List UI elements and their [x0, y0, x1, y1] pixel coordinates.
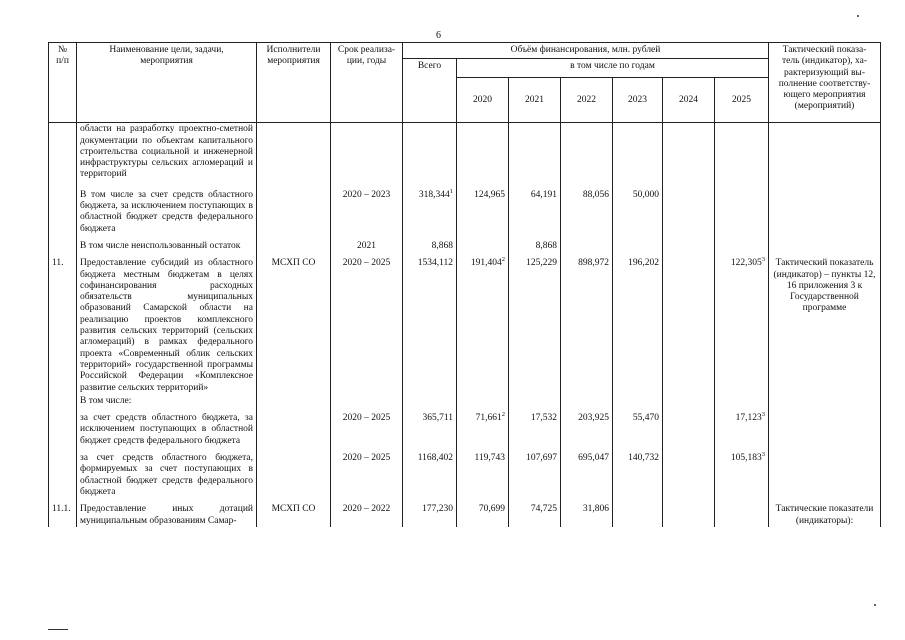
row-2021 — [509, 498, 561, 527]
row-2024 — [663, 394, 715, 407]
row-2023 — [613, 407, 663, 447]
row-total-text: 318,344 — [418, 189, 450, 200]
row-name-text: Предоставление субсидий из областного бюджета местным бюджетам в целях софинансирования расходных обязательств муниципальных образований Самарской области на реализацию проектов комплексного развития сельских территорий (сельских агломераций) в рамках федерального проекта «Современный облик сельских территорий» государственной программы Российской Федерации «Комплексное развитие сельских территорий» — [80, 258, 253, 393]
row-2023 — [613, 123, 663, 181]
row-period-text: 2020 – 2025 — [342, 258, 391, 269]
row-name — [77, 498, 257, 527]
row-2020 — [457, 407, 509, 447]
table-row — [49, 123, 881, 181]
row-2024 — [663, 447, 715, 498]
row-2023 — [613, 498, 663, 527]
row-total-text: 365,711 — [422, 413, 453, 424]
table-header — [49, 43, 881, 123]
row-2021-text: 107,697 — [526, 453, 557, 464]
row-num-text: 11.1. — [52, 504, 71, 515]
row-name — [77, 447, 257, 498]
row-2022 — [561, 252, 613, 394]
row-executor — [257, 123, 331, 181]
row-2023-text: 55,470 — [632, 413, 659, 424]
row-total — [403, 235, 457, 252]
row-2020 — [457, 447, 509, 498]
row-2021 — [509, 235, 561, 252]
row-name — [77, 235, 257, 252]
header-indicator: Тактический показа- тель (индикатор), ха- рактеризующий вы- полнение соответству- ющего мероприятия (мероприятий) — [769, 43, 881, 123]
row-2025 — [715, 394, 769, 407]
header-year-2025: 2025 — [715, 78, 769, 123]
row-2020-text: 119,743 — [474, 453, 505, 464]
row-period — [331, 235, 403, 252]
row-2022 — [561, 394, 613, 407]
row-executor — [257, 252, 331, 394]
row-num — [49, 252, 77, 394]
row-2023-text: 50,000 — [632, 189, 659, 200]
row-2020-footnote-mark: 2 — [501, 410, 505, 418]
row-2022 — [561, 123, 613, 181]
table-row — [49, 252, 881, 394]
table-row — [49, 498, 881, 527]
row-2020 — [457, 181, 509, 235]
row-num — [49, 498, 77, 527]
row-name-text: за счет средств областного бюджета, за исключением поступающих в областной бюджет средств федерального бюджета — [80, 413, 253, 446]
row-2020 — [457, 123, 509, 181]
row-executor — [257, 407, 331, 447]
row-2020-text: 191,404 — [470, 258, 502, 269]
row-2025-footnote-mark: 3 — [761, 410, 766, 418]
row-2024 — [663, 252, 715, 394]
row-2023 — [613, 447, 663, 498]
row-2022 — [561, 181, 613, 235]
row-total-text: 177,230 — [422, 504, 453, 515]
row-2022 — [561, 498, 613, 527]
row-2020-text: 124,965 — [474, 189, 505, 200]
row-indicator — [769, 498, 881, 527]
row-2025-text: 105,183 — [730, 453, 762, 464]
header-year-2021: 2021 — [509, 78, 561, 123]
row-2020 — [457, 394, 509, 407]
row-2020-text: 71,661 — [475, 413, 502, 424]
row-2021-text: 8,868 — [535, 240, 557, 251]
row-2021-text: 17,532 — [530, 413, 557, 424]
row-name-text: Предоставление иных дотаций муниципальным образованиям Самар- — [80, 504, 253, 526]
row-total-text: 8,868 — [431, 240, 453, 251]
row-indicator — [769, 394, 881, 407]
row-2022-text: 88,056 — [582, 189, 609, 200]
row-2025-footnote-mark: 3 — [761, 256, 766, 264]
row-indicator — [769, 123, 881, 181]
header-executors: Исполнители мероприятия — [257, 43, 331, 123]
header-total: Всего — [403, 59, 457, 123]
table-row — [49, 235, 881, 252]
table-row — [49, 407, 881, 447]
row-2025 — [715, 123, 769, 181]
header-financing: Объём финансирования, млн. рублей — [403, 43, 769, 59]
row-2024 — [663, 235, 715, 252]
row-total-footnote-mark: 1 — [449, 187, 453, 195]
table-row — [49, 181, 881, 235]
row-2020 — [457, 498, 509, 527]
row-num — [49, 447, 77, 498]
row-indicator — [769, 447, 881, 498]
header-by-years: в том числе по годам — [457, 59, 769, 78]
row-2021 — [509, 394, 561, 407]
row-2020 — [457, 235, 509, 252]
row-total — [403, 394, 457, 407]
row-name — [77, 407, 257, 447]
row-name — [77, 252, 257, 394]
scan-speck — [874, 604, 876, 606]
row-2023 — [613, 394, 663, 407]
financing-table — [48, 42, 881, 527]
row-total — [403, 447, 457, 498]
row-name — [77, 181, 257, 235]
row-2023 — [613, 181, 663, 235]
row-period-text: 2021 — [357, 240, 376, 251]
row-total-text: 1168,402 — [417, 453, 453, 464]
row-indicator — [769, 235, 881, 252]
row-2025-text: 122,305 — [730, 258, 762, 269]
row-name — [77, 394, 257, 407]
table-row — [49, 447, 881, 498]
row-name — [77, 123, 257, 181]
row-2020-text: 70,699 — [478, 504, 505, 515]
row-2025 — [715, 181, 769, 235]
row-num — [49, 123, 77, 181]
table-row — [49, 394, 881, 407]
row-period — [331, 181, 403, 235]
header-name: Наименование цели, задачи, мероприятия — [77, 43, 257, 123]
row-2021-text: 74,725 — [530, 504, 557, 515]
row-executor-text: МСХП СО — [271, 504, 316, 515]
row-name-text: В том числе неиспользованный остаток — [80, 240, 241, 251]
row-2023 — [613, 252, 663, 394]
row-2021 — [509, 123, 561, 181]
table-body — [49, 123, 881, 527]
row-period — [331, 123, 403, 181]
row-2024 — [663, 123, 715, 181]
header-num: № п/п — [49, 43, 77, 123]
row-2025-footnote-mark: 3 — [761, 450, 766, 458]
row-total — [403, 252, 457, 394]
row-2022-text: 31,806 — [582, 504, 609, 515]
row-2025 — [715, 407, 769, 447]
row-2025 — [715, 498, 769, 527]
row-2021-text: 125,229 — [526, 258, 557, 269]
row-period-text: 2020 – 2025 — [342, 413, 391, 424]
row-2021 — [509, 181, 561, 235]
row-num-text: 11. — [52, 258, 64, 269]
row-2025 — [715, 252, 769, 394]
row-indicator — [769, 407, 881, 447]
row-num — [49, 394, 77, 407]
row-2021 — [509, 252, 561, 394]
row-2022 — [561, 235, 613, 252]
row-period — [331, 447, 403, 498]
row-indicator-text: Тактические показатели (индикаторы): — [775, 504, 874, 526]
header-period: Срок реализа- ции, годы — [331, 43, 403, 123]
row-name-text: области на разработку проектно-сметной документации по объектам капитального строительства социальной и инженерной инфраструктуры сельских агломераций и территорий — [80, 124, 253, 180]
row-2025 — [715, 235, 769, 252]
scan-speck — [857, 15, 859, 17]
row-2024 — [663, 181, 715, 235]
row-2025-text: 17,123 — [735, 413, 762, 424]
row-total-text: 1534,112 — [417, 258, 453, 269]
row-2023-text: 196,202 — [628, 258, 659, 269]
row-2021 — [509, 407, 561, 447]
row-total — [403, 498, 457, 527]
row-indicator-text: Тактический показатель (индикатор) – пункты 12, 16 приложения 3 к Государственной программе — [773, 258, 876, 314]
row-executor-text: МСХП СО — [271, 258, 316, 269]
row-executor — [257, 235, 331, 252]
header-year-2023: 2023 — [613, 78, 663, 123]
header-year-2024: 2024 — [663, 78, 715, 123]
row-name-text: В том числе: — [80, 395, 132, 406]
row-2021-text: 64,191 — [530, 189, 557, 200]
row-2022 — [561, 407, 613, 447]
row-period — [331, 394, 403, 407]
row-2020 — [457, 252, 509, 394]
row-2022-text: 695,047 — [578, 453, 609, 464]
row-2020-footnote-mark: 2 — [501, 256, 505, 264]
row-executor — [257, 181, 331, 235]
row-period — [331, 498, 403, 527]
row-total — [403, 407, 457, 447]
row-indicator — [769, 252, 881, 394]
header-year-2022: 2022 — [561, 78, 613, 123]
row-2022-text: 203,925 — [578, 413, 609, 424]
row-indicator — [769, 181, 881, 235]
row-executor — [257, 394, 331, 407]
row-2024 — [663, 407, 715, 447]
row-executor — [257, 447, 331, 498]
row-total — [403, 123, 457, 181]
row-2024 — [663, 498, 715, 527]
row-2023-text: 140,732 — [628, 453, 659, 464]
page-number: 6 — [436, 30, 441, 41]
row-num — [49, 181, 77, 235]
row-2025 — [715, 447, 769, 498]
row-name-text: В том числе за счет средств областного бюджета, за исключением поступающих в областной бюджет средств федерального бюджета — [80, 189, 253, 234]
row-2023 — [613, 235, 663, 252]
row-period — [331, 407, 403, 447]
row-period-text: 2020 – 2025 — [342, 453, 391, 464]
row-period-text: 2020 – 2023 — [342, 189, 391, 200]
row-period — [331, 252, 403, 394]
row-name-text: за счет средств областного бюджета, формируемых за счет поступающих в областной бюджет средств федерального бюджета — [80, 453, 253, 497]
page-edge-mark — [48, 629, 68, 630]
row-executor — [257, 498, 331, 527]
header-year-2020: 2020 — [457, 78, 509, 123]
row-num — [49, 407, 77, 447]
row-num — [49, 235, 77, 252]
row-2022-text: 898,972 — [578, 258, 609, 269]
row-2021 — [509, 447, 561, 498]
row-2022 — [561, 447, 613, 498]
row-period-text: 2020 – 2022 — [342, 504, 391, 515]
row-total — [403, 181, 457, 235]
